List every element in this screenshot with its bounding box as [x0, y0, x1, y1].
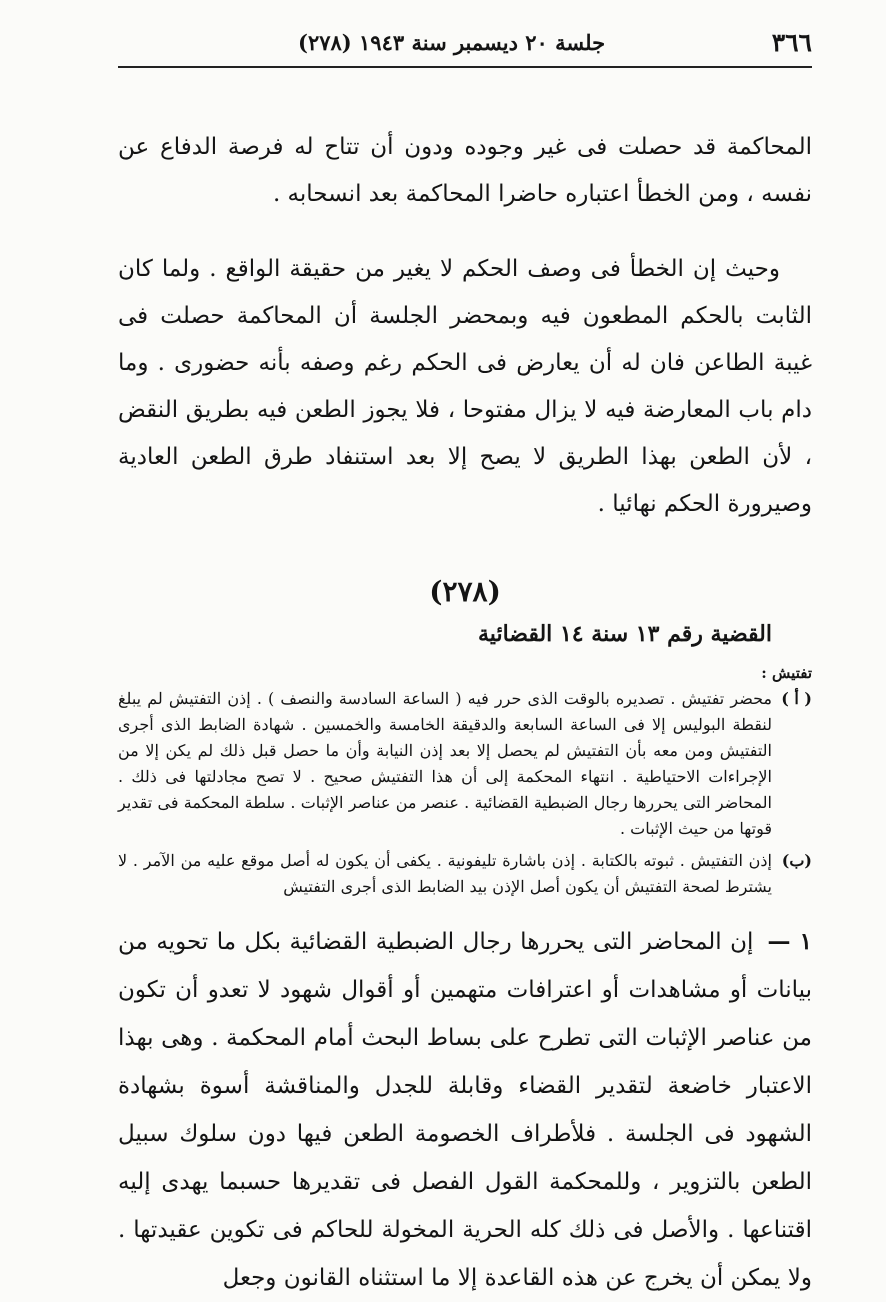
running-title: جلسة ٢٠ ديسمبر سنة ١٩٤٣ (٢٧٨) [298, 30, 606, 55]
summary-item-b [118, 848, 812, 900]
ruling-paragraph [118, 918, 812, 1302]
summary-item-a [118, 686, 812, 842]
page-header [118, 28, 812, 68]
page-number: ٣٦٦ [771, 28, 812, 57]
document-page [118, 28, 812, 1302]
summary-item-marker: ( أ ) [781, 689, 812, 708]
summary-item-marker: (ب) [781, 851, 812, 870]
paragraph-1: المحاكمة قد حصلت فى غير وجوده ودون أن تتاح له فرصة الدفاع عن نفسه ، ومن الخطأ اعتباره حاضرا المحاكمة بعد انسحابه . [118, 134, 812, 207]
summary-topic: تفتيش : [761, 664, 812, 682]
paragraph-2: وحيث إن الخطأ فى وصف الحكم لا يغير من حقيقة الواقع . ولما كان الثابت بالحكم المطعون فيه وبمحضر الجلسة أن المحاكمة حصلت فى غيبة الطاعن فان له أن يعارض فى الحكم رغم وصفه بأنه حضورى . وما دام باب المعارضة فيه لا يزال مفتوحا ، فلا يجوز الطعن فيه بطريق النقض ، لأن الطعن بهذا الطريق لا يصح إلا بعد استنفاد طرق الطعن العادية وصيرورة الحكم نهائيا . [118, 256, 812, 517]
ruling-number: ١ — [767, 928, 812, 955]
summary-item-text: محضر تفتيش . تصديره بالوقت الذى حرر فيه ( الساعة السادسة والنصف ) . إذن التفتيش لم يبلغ لنقطة البوليس إلا فى الساعة السابعة والدقيقة الخامسة والخمسين . شهادة الضابط الذى أجرى التفتيش ومن معه بأن التفتيش لم يحصل إلا بعد إذن النيابة وأن ما حصل قبل ذلك لم يكن إلا من الإجراءات الاحتياطية . انتهاء المحكمة إلى أن هذا التفتيش صحيح . لا تصح مجادلتها فى ذلك . المحاضر التى يحررها رجال الضبطية القضائية . عنصر من عناصر الإثبات . سلطة المحكمة فى تقدير قوتها من حيث الإثبات . [118, 689, 772, 838]
ruling-text: إن المحاضر التى يحررها رجال الضبطية القضائية بكل ما تحويه من بيانات أو مشاهدات أو اعترافات متهمين أو أقوال شهود لا تعدو أن تكون من عناصر الإثبات التى تطرح على بساط البحث أمام المحكمة . وهى بهذا الاعتبار خاضعة لتقدير القضاء وقابلة للجدل والمناقشة أسوة بشهادة الشهود فى الجلسة . فلأطراف الخصومة الطعن فيها دون سلوك سبيل الطعن بالتزوير ، وللمحكمة القول الفصل فى تقديرها حسبما يهدى إليه اقتناعها . والأصل فى ذلك كله الحرية المخولة للحاكم فى تكوين عقيدتها . ولا يمكن أن يخرج عن هذه القاعدة إلا ما استثناه القانون وجعل [118, 929, 812, 1291]
case-title: القضية رقم ١٣ سنة ١٤ القضائية [478, 621, 772, 647]
summary-item-text: إذن التفتيش . ثبوته بالكتابة . إذن باشارة تليفونية . يكفى أن يكون له أصل موقع عليه من الآمر . لا يشترط لصحة التفتيش أن يكون أصل الإذن بيد الضابط الذى أجرى التفتيش [118, 851, 772, 896]
case-number: (٢٧٨) [429, 575, 501, 608]
